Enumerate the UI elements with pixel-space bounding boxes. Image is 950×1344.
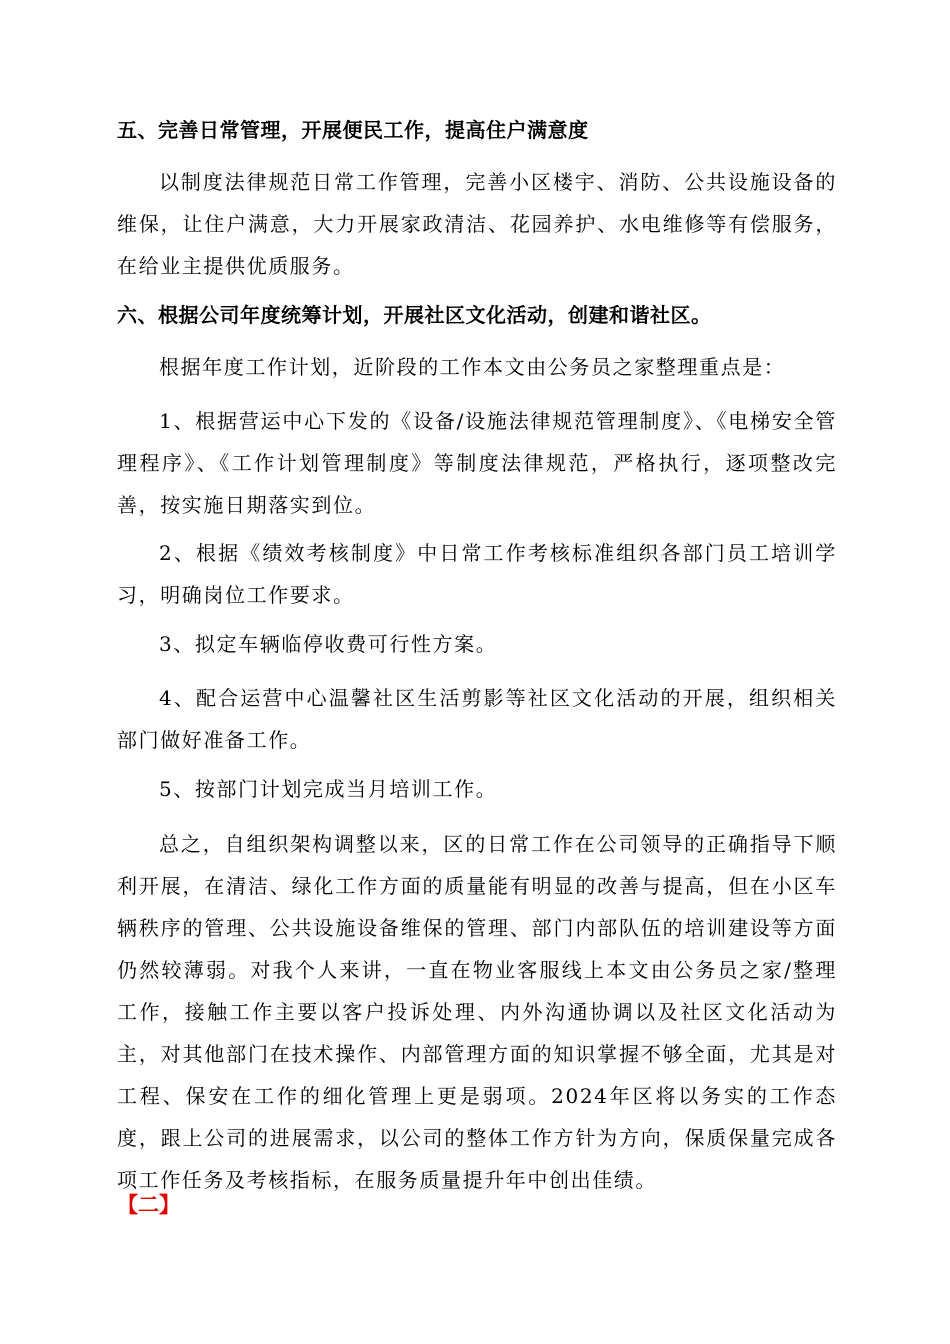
- list-item-2: 2、根据《绩效考核制度》中日常工作考核标准组织各部门员工培训学习，明确岗位工作要求。: [117, 541, 837, 607]
- section-5-paragraph: 以制度法律规范日常工作管理，完善小区楼宇、消防、公共设施设备的维保，让住户满意，大力开展家政清洁、花园养护、水电维修等有偿服务，在给业主提供优质服务。: [117, 170, 837, 278]
- list-item-3: 3、拟定车辆临停收费可行性方案。: [159, 632, 498, 656]
- section-6-heading: 六、根据公司年度统筹计划，开展社区文化活动，创建和谐社区。: [117, 303, 712, 327]
- list-item-5: 5、按部门计划完成当月培训工作。: [159, 777, 498, 801]
- section-2-marker: 【二】: [117, 1193, 180, 1217]
- summary-paragraph: 总之，自组织架构调整以来，区的日常工作在公司领导的正确指导下顺利开展，在清洁、绿化工作方面的质量能有明显的改善与提高，但在小区车辆秩序的管理、公共设施设备维保的管理、部门内部队伍的培训建设等方面仍然较薄弱。对我个人来讲，一直在物业客服线上本文由公务员之家/整理工作，接触工作主要以客户投诉处理、内外沟通协调以及社区文化活动为主，对其他部门在技术操作、内部管理方面的知识掌握不够全面，尤其是对工程、保安在工作的细化管理上更是弱项。2024年区将以务实的工作态度，跟上公司的进展需求，以公司的整体工作方针为方向，保质保量完成各项工作任务及考核指标，在服务质量提升年中创出佳绩。: [117, 832, 837, 1192]
- list-item-1: 1、根据营运中心下发的《设备/设施法律规范管理制度》、《电梯安全管理程序》、《工作计划管理制度》等制度法律规范，严格执行，逐项整改完善，按实施日期落实到位。: [117, 409, 837, 517]
- section-6-intro: 根据年度工作计划，近阶段的工作本文由公务员之家整理重点是：: [159, 355, 786, 379]
- list-item-4: 4、配合运营中心温馨社区生活剪影等社区文化活动的开展，组织相关部门做好准备工作。: [117, 686, 837, 752]
- section-5-heading: 五、完善日常管理，开展便民工作，提高住户满意度: [117, 118, 589, 142]
